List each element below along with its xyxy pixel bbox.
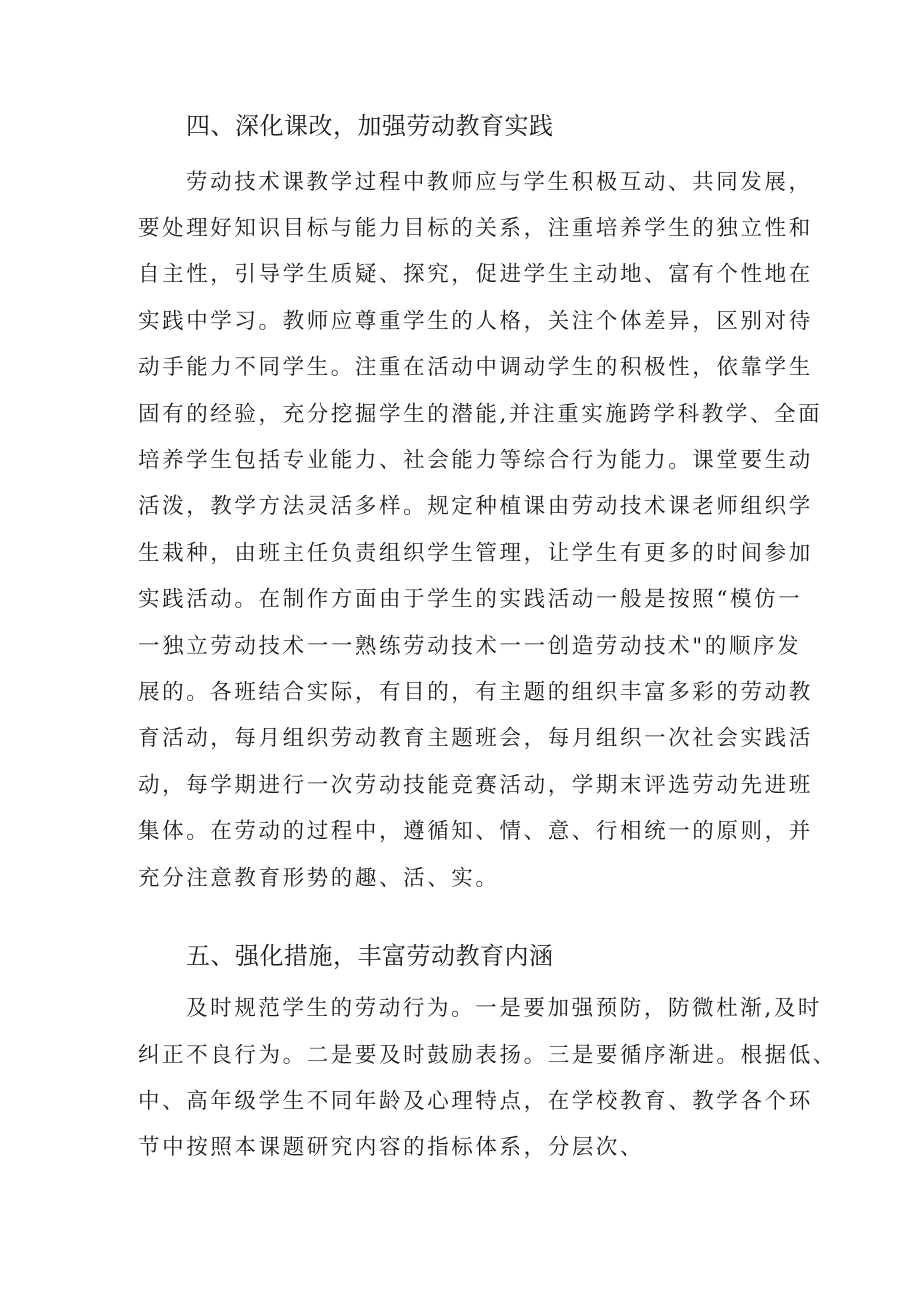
paragraph-line: 实践活动。在制作方面由于学生的实践活动一般是按照“模仿一 (138, 587, 803, 612)
paragraph-line: 节中按照本课题研究内容的指标体系，分层次、 (138, 1135, 645, 1160)
paragraph-line: 培养学生包括专业能力、社会能力等综合行为能力。课堂要生动 (138, 448, 813, 473)
paragraph-line: 育活动，每月组织劳动教育主题班会，每月组织一次社会实践活 (138, 726, 813, 751)
paragraph-line: 固有的经验，充分挖掘学生的潜能,并注重实施跨学科教学、全面 (138, 402, 823, 427)
paragraph-line: 展的。各班结合实际，有目的，有主题的组织丰富多彩的劳动教 (138, 680, 813, 705)
paragraph-line: 动手能力不同学生。注重在活动中调动学生的积极性，依靠学生 (138, 355, 813, 380)
paragraph-line: 劳动技术课教学过程中教师应与学生积极互动、共同发展， (186, 170, 813, 195)
paragraph-line: 充分注意教育形势的趣、活、实。 (138, 866, 500, 891)
paragraph-line: 生栽种，由班主任负责组织学生管理，让学生有更多的时间参加 (138, 541, 813, 566)
paragraph-line: 活泼，教学方法灵活多样。规定种植课由劳动技术课老师组织学 (138, 494, 813, 519)
paragraph-line: 要处理好知识目标与能力目标的关系，注重培养学生的独立性和 (138, 216, 813, 241)
paragraph-line: 中、高年级学生不同年龄及心理特点，在学校教育、教学各个环 (138, 1089, 813, 1114)
paragraph-line: 及时规范学生的劳动行为。一是要加强预防，防微杜渐,及时 (186, 996, 823, 1021)
paragraph-line: 实践中学习。教师应尊重学生的人格，关注个体差异，区别对待 (138, 309, 813, 334)
paragraph-line: 纠正不良行为。二是要及时鼓励表扬。三是要循序渐进。根据低、 (138, 1043, 837, 1068)
paragraph-line: 集体。在劳动的过程中，遵循知、情、意、行相统一的原则，并 (138, 819, 813, 844)
paragraph-line: 自主性，引导学生质疑、探究，促进学生主动地、富有个性地在 (138, 262, 813, 287)
section-5-heading: 五、强化措施，丰富劳动教育内涵 (186, 942, 554, 970)
paragraph-line: 一独立劳动技术一一熟练劳动技术一一创造劳动技术"的顺序发 (138, 634, 802, 659)
paragraph-line: 动，每学期进行一次劳动技能竞赛活动，学期末评选劳动先进班 (138, 773, 813, 798)
section-4-heading: 四、深化课改，加强劳动教育实践 (186, 112, 554, 140)
